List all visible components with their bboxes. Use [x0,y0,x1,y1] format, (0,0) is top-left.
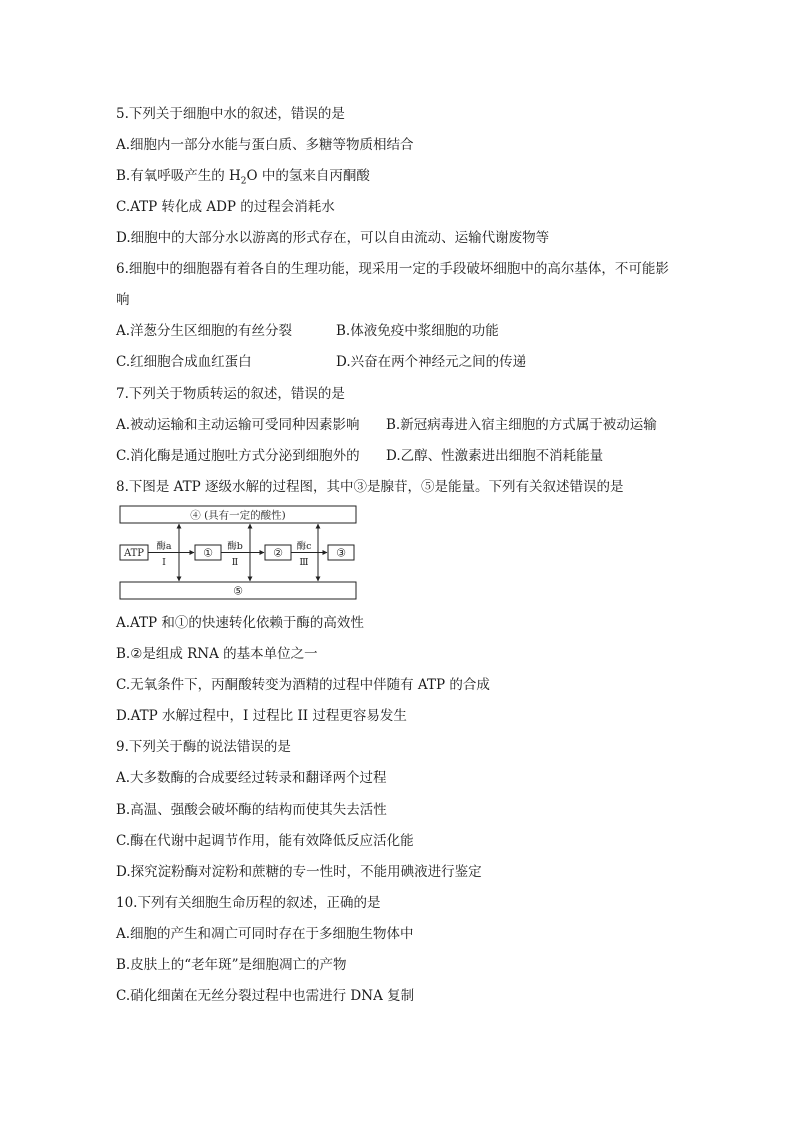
q7-option-c: C.消化酶是通过胞吐方式分泌到细胞外的 [116,448,360,464]
q8-option-d: D.ATP 水解过程中，I 过程比 II 过程更容易发生 [116,708,407,724]
diagram-step-3: Ⅲ [299,557,309,568]
q6-option-a: A.洋葱分生区细胞的有丝分裂 [116,323,293,339]
q5-option-b-part2: O 中的氢来自丙酮酸 [246,168,370,184]
q10-option-b: B.皮肤上的“老年斑”是细胞凋亡的产物 [116,957,347,973]
q5-option-b [116,167,370,191]
q9-stem: 9.下列关于酶的说法错误的是 [116,739,291,755]
q5-option-c: C.ATP 转化成 ADP 的过程会消耗水 [116,199,335,215]
q5-stem: 5.下列关于细胞中水的叙述，错误的是 [116,106,345,122]
diagram-enzyme-b: 酶b [227,541,243,552]
q6-stem-line2: 响 [116,292,130,308]
atp-hydrolysis-diagram [116,504,360,602]
diagram-top-label: ④ (具有一定的酸性) [190,509,286,522]
q6-option-d: D.兴奋在两个神经元之间的传递 [336,354,527,370]
q8-stem: 8.下图是 ATP 逐级水解的过程图，其中③是腺苷，⑤是能量。下列有关叙述错误的是 [116,479,624,495]
q7-option-b: B.新冠病毒进入宿主细胞的方式属于被动运输 [386,417,657,433]
q6-option-c: C.红细胞合成血红蛋白 [116,354,252,370]
q5-option-b-part1: B.有氧呼吸产生的 H [116,168,241,184]
q7-option-d: D.乙醇、性激素进出细胞不消耗能量 [386,448,604,464]
diagram-product-2-label: ② [273,546,283,560]
q10-option-a: A.细胞的产生和凋亡可同时存在于多细胞生物体中 [116,926,414,942]
q9-option-b: B.高温、强酸会破坏酶的结构而使其失去活性 [116,802,387,818]
q8-option-a: A.ATP 和①的快速转化依赖于酶的高效性 [116,615,364,631]
q9-option-d: D.探究淀粉酶对淀粉和蔗糖的专一性时，不能用碘液进行鉴定 [116,864,482,880]
diagram-step-1: Ⅰ [162,557,166,568]
q7-option-a: A.被动运输和主动运输可受同种因素影响 [116,417,360,433]
q5-option-a: A.细胞内一部分水能与蛋白质、多糖等物质相结合 [116,137,414,153]
q9-option-c: C.酶在代谢中起调节作用，能有效降低反应活化能 [116,833,414,849]
q10-stem: 10.下列有关细胞生命历程的叙述，正确的是 [116,895,381,911]
q5-option-b-subscript: 2 [240,176,247,187]
q10-option-c: C.硝化细菌在无丝分裂过程中也需进行 DNA 复制 [116,988,415,1004]
diagram-product-3-label: ③ [336,546,346,560]
q5-option-d: D.细胞中的大部分水以游离的形式存在，可以自由流动、运输代谢废物等 [116,230,550,246]
diagram-product-1-label: ① [203,546,213,560]
q8-option-c: C.无氧条件下，丙酮酸转变为酒精的过程中伴随有 ATP 的合成 [116,677,490,693]
q6-option-b: B.体液免疫中浆细胞的功能 [336,323,499,339]
diagram-step-2: Ⅱ [231,557,239,568]
diagram-bottom-label: ⑤ [233,584,243,598]
diagram-enzyme-a: 酶a [156,541,172,552]
q9-option-a: A.大多数酶的合成要经过转录和翻译两个过程 [116,770,387,786]
diagram-atp-label: ATP [123,548,145,559]
q6-stem-line1: 6.细胞中的细胞器有着各自的生理功能，现采用一定的手段破坏细胞中的高尔基体，不可能影 [116,261,669,277]
diagram-enzyme-c: 酶c [296,541,312,552]
q7-stem: 7.下列关于物质转运的叙述，错误的是 [116,386,345,402]
q8-option-b: B.②是组成 RNA 的基本单位之一 [116,646,318,662]
